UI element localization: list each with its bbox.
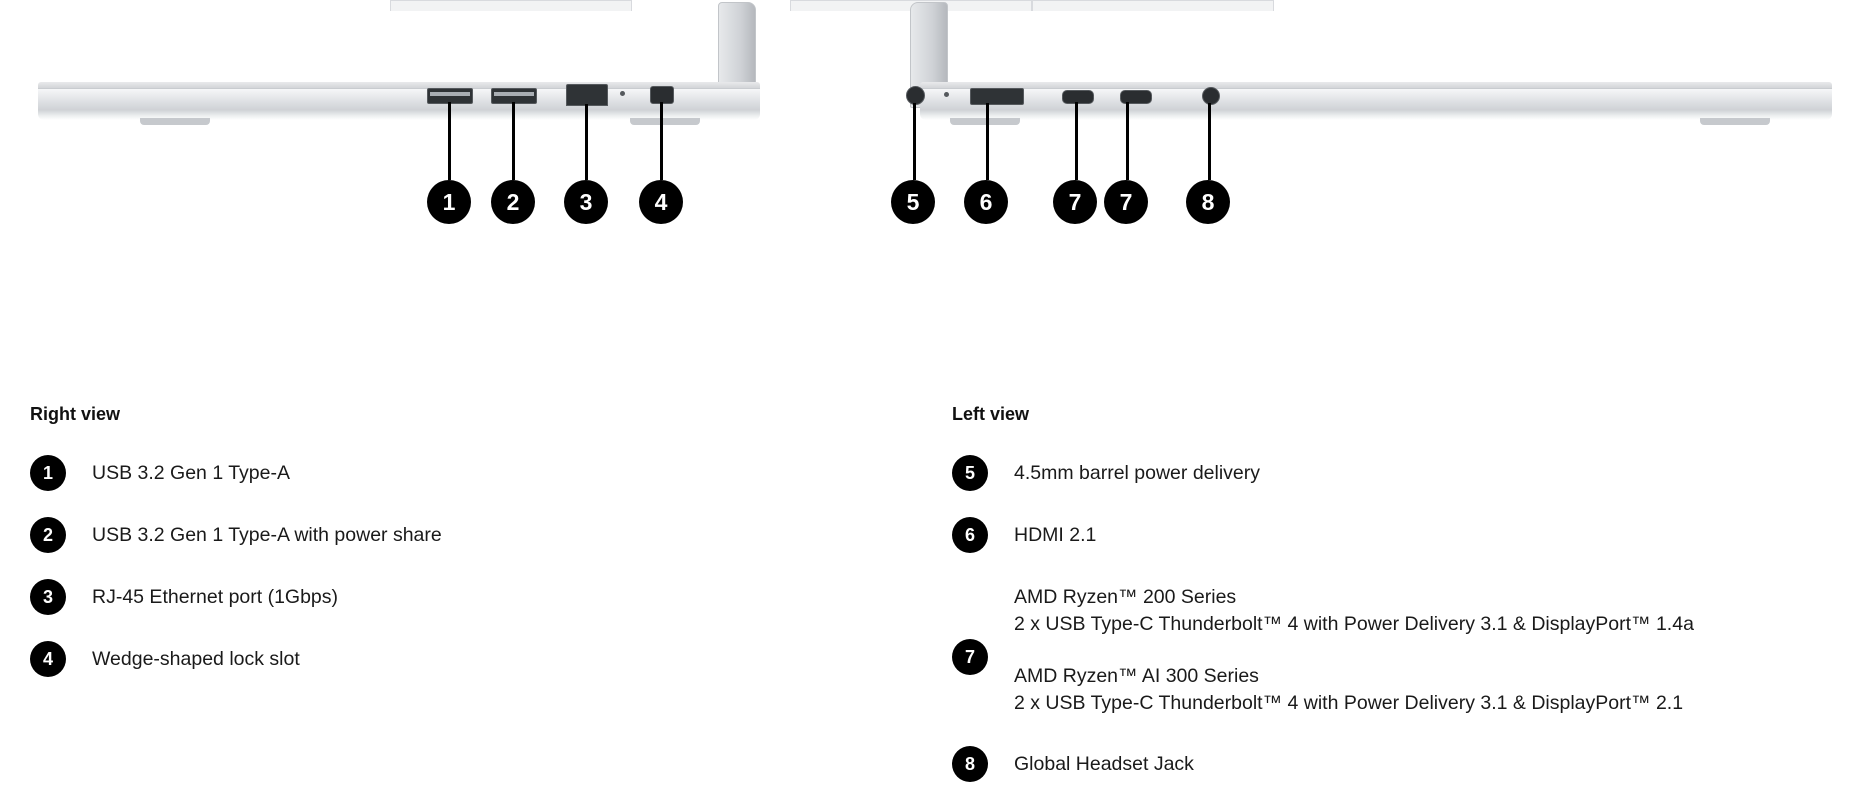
leader-line-5 [913, 103, 916, 180]
right-view-title: Right view [30, 404, 121, 424]
list-item [30, 517, 910, 553]
foot-right-b [630, 118, 700, 125]
foot-left-b [1700, 118, 1770, 125]
legend-bullet-6: 6 [952, 517, 988, 553]
left-view-legend [952, 404, 1852, 808]
legend-label-7-group1-line2: 2 x USB Type-C Thunderbolt™ 4 with Power Delivery 3.1 & DisplayPort™ 1.4a [1014, 612, 1694, 635]
legend-label-6: HDMI 2.1 [1014, 524, 1097, 546]
charge-led-dot [944, 92, 949, 97]
legend-bullet-7: 7 [952, 639, 988, 675]
callout-7a: 7 [1053, 180, 1097, 224]
legend-label-7-group2-line2: 2 x USB Type-C Thunderbolt™ 4 with Power Delivery 3.1 & DisplayPort™ 2.1 [1014, 691, 1684, 714]
list-item [952, 746, 1852, 782]
legend-group-ryzen-200 [1014, 584, 1694, 637]
list-item [952, 579, 1852, 716]
callout-6: 6 [964, 180, 1008, 224]
legend-label-2: USB 3.2 Gen 1 Type-A with power share [92, 524, 442, 546]
foot-right-a [140, 118, 210, 125]
callout-4: 4 [639, 180, 683, 224]
callout-8: 8 [1186, 180, 1230, 224]
list-item [952, 455, 1852, 491]
callout-5: 5 [891, 180, 935, 224]
leader-line-1 [448, 102, 451, 180]
legend-label-7 [1014, 579, 1694, 716]
callout-2: 2 [491, 180, 535, 224]
legend-bullet-2: 2 [30, 517, 66, 553]
leader-line-7b [1126, 102, 1129, 180]
port-headset-jack [1202, 87, 1220, 105]
chassis-base-left [920, 110, 1832, 120]
leader-line-2 [512, 102, 515, 180]
leader-line-7a [1075, 102, 1078, 180]
legend-bullet-4: 4 [30, 641, 66, 677]
list-item [30, 579, 910, 615]
port-usb-c-2 [1120, 90, 1152, 104]
status-led-dot [620, 91, 625, 96]
legend-bullet-1: 1 [30, 455, 66, 491]
legend-bullet-5: 5 [952, 455, 988, 491]
legend-bullet-8: 8 [952, 746, 988, 782]
port-hdmi [970, 88, 1024, 105]
callout-7b: 7 [1104, 180, 1148, 224]
legend-group-ryzen-ai-300 [1014, 663, 1694, 716]
callout-1: 1 [427, 180, 471, 224]
legend-label-7-group2-line1: AMD Ryzen™ AI 300 Series [1014, 665, 1259, 688]
legend-label-3: RJ-45 Ethernet port (1Gbps) [92, 586, 339, 608]
callout-3: 3 [564, 180, 608, 224]
leader-line-6 [986, 103, 989, 180]
leader-line-4 [660, 102, 663, 180]
port-rj45 [566, 84, 608, 106]
legend-label-5: 4.5mm barrel power delivery [1014, 462, 1261, 484]
legend-label-7-group1-line1: AMD Ryzen™ 200 Series [1014, 586, 1237, 608]
product-illustration [0, 0, 1862, 300]
lid-sliver-right [390, 0, 632, 11]
leader-line-3 [585, 104, 588, 180]
port-usb-c-1 [1062, 90, 1094, 104]
legend-label-4: Wedge-shaped lock slot [92, 648, 300, 670]
chassis-body-left [920, 88, 1832, 112]
list-item [30, 641, 910, 677]
legend-label-8: Global Headset Jack [1014, 753, 1194, 776]
list-item [30, 455, 910, 491]
legend-bullet-3: 3 [30, 579, 66, 615]
foot-left-a [950, 118, 1020, 125]
lid-sliver-left-2 [1032, 0, 1274, 11]
legend-label-1: USB 3.2 Gen 1 Type-A [92, 462, 290, 484]
right-view-legend [30, 404, 910, 703]
leader-line-8 [1208, 103, 1211, 180]
list-item [952, 517, 1852, 553]
left-view-title: Left view [952, 404, 1030, 424]
